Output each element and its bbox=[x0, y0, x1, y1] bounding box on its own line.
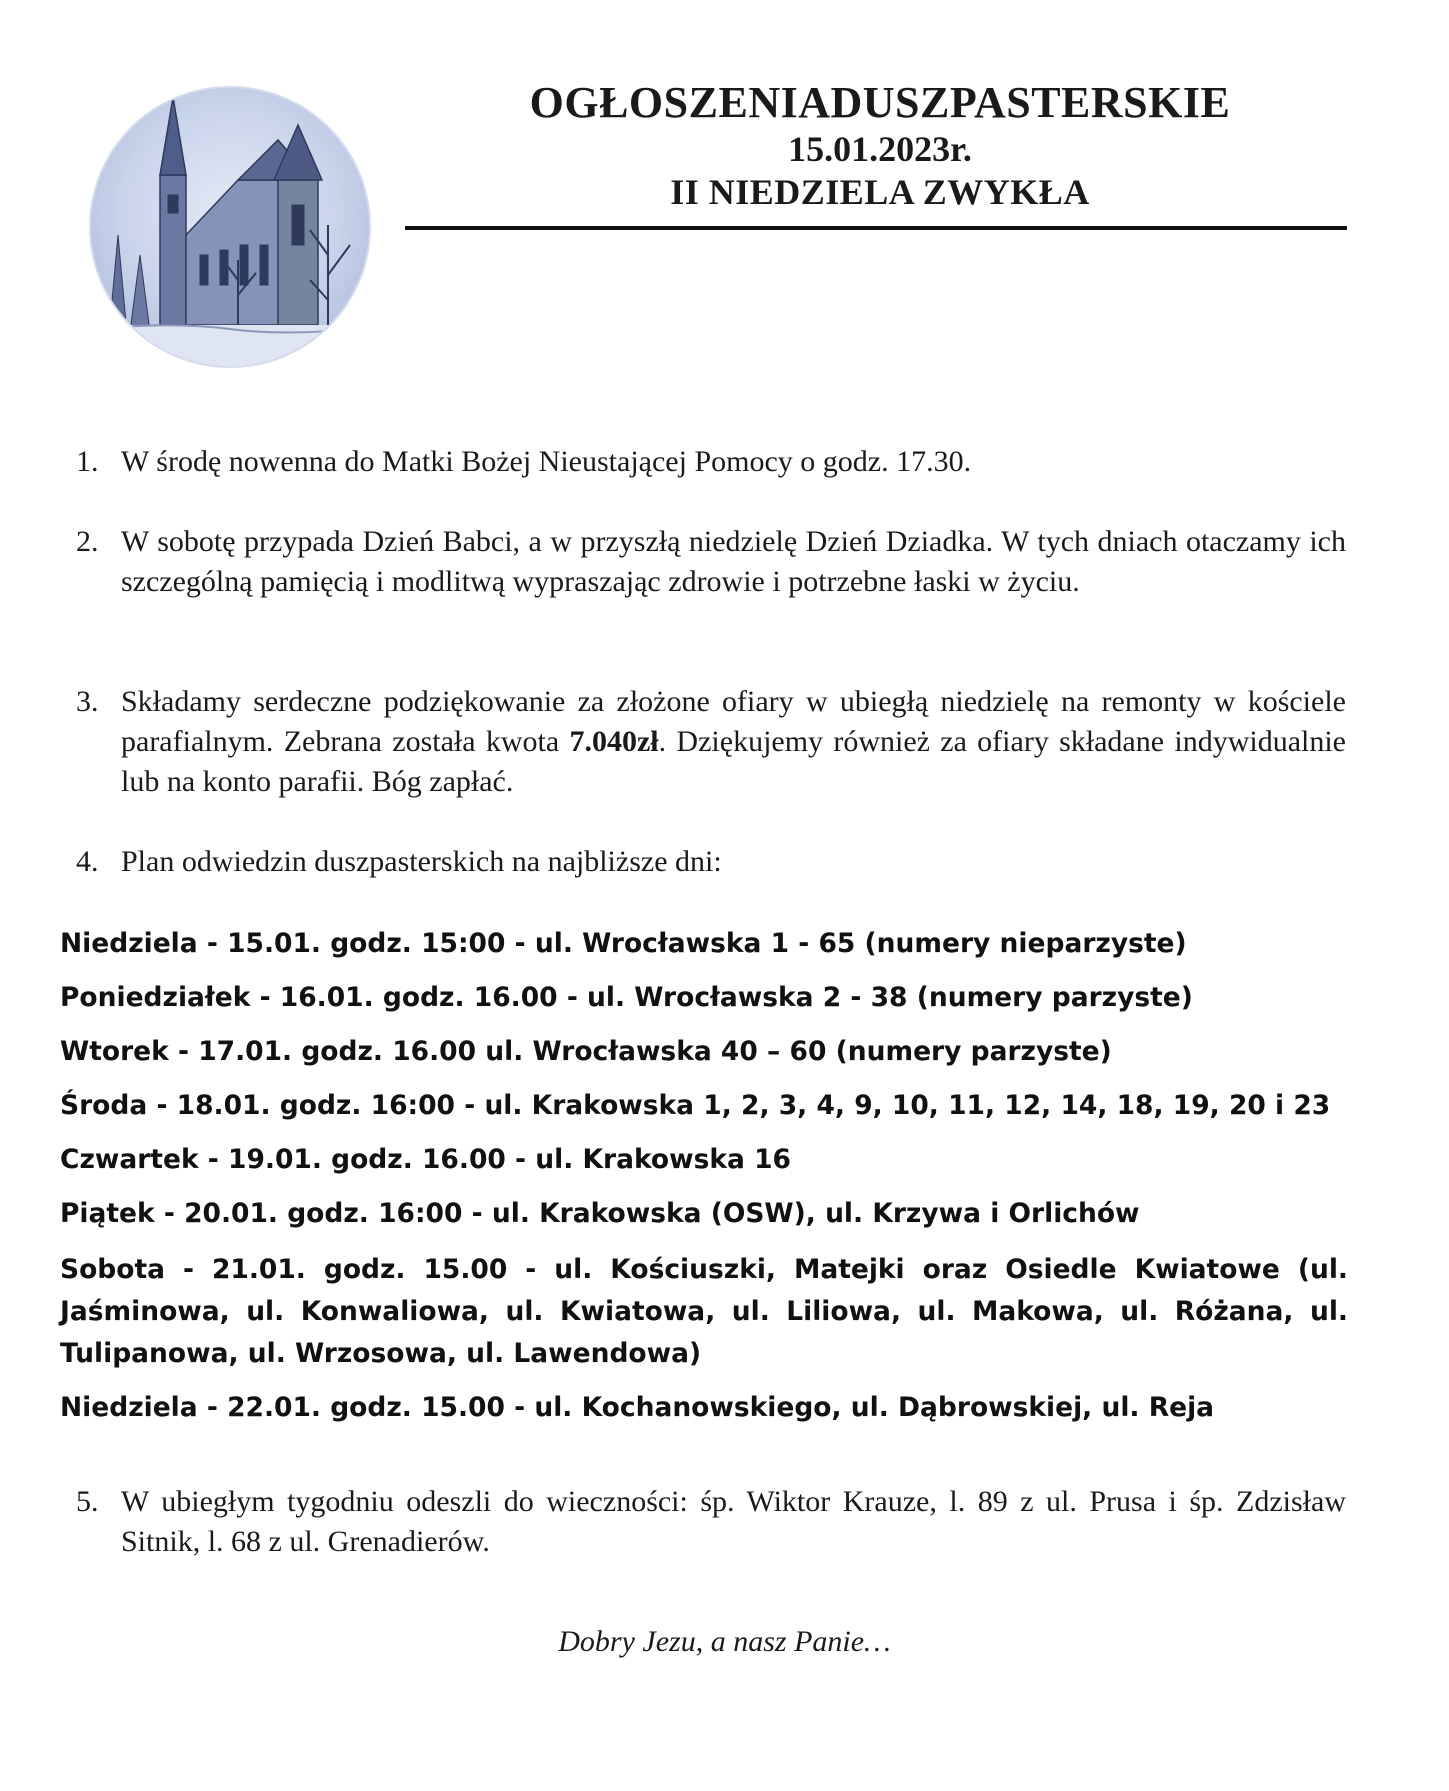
schedule-row: Niedziela - 22.01. godz. 15.00 - ul. Kochanowskiego, ul. Dąbrowskiej, ul. Reja bbox=[60, 1392, 1215, 1423]
offering-amount: 7.040zł bbox=[569, 725, 659, 758]
schedule-row: Piątek - 20.01. godz. 16:00 - ul. Krakowska (OSW), ul. Krzywa i Orlichów bbox=[60, 1198, 1140, 1229]
schedule-row: Niedziela - 15.01. godz. 15:00 - ul. Wrocławska 1 - 65 (numery nieparzyste) bbox=[60, 928, 1187, 959]
closing-line: Dobry Jezu, a nasz Panie… bbox=[558, 1625, 891, 1658]
item-number: 5. bbox=[76, 1485, 99, 1518]
announcement-item bbox=[64, 842, 1346, 882]
item-text: W ubiegłym tygodniu odeszli do wieczności: śp. Wiktor Krauze, l. 89 z ul. Prusa i śp. Zdzisław Sitnik, l. 68 z ul. Grenadierów. bbox=[121, 1485, 1346, 1558]
item-number: 3. bbox=[76, 685, 99, 718]
schedule-row: Wtorek - 17.01. godz. 16.00 ul. Wrocławska 40 – 60 (numery parzyste) bbox=[60, 1036, 1112, 1067]
document-title: OGŁOSZENIADUSZPASTERSKIE bbox=[529, 78, 1231, 127]
item-number: 1. bbox=[76, 445, 99, 478]
schedule-row: Środa - 18.01. godz. 16:00 - ul. Krakowska 1, 2, 3, 4, 9, 10, 11, 12, 14, 18, 19, 20 i 23 bbox=[60, 1090, 1331, 1121]
item-text: W sobotę przypada Dzień Babci, a w przyszłą niedzielę Dzień Dziadka. W tych dniach otaczamy ich szczególną pamięcią i modlitwą wypraszając zdrowie i potrzebne łaski w życiu. bbox=[121, 525, 1346, 598]
announcement-item bbox=[64, 442, 1346, 482]
announcement-item bbox=[64, 522, 1346, 602]
schedule-row: Poniedziałek - 16.01. godz. 16.00 - ul. Wrocławska 2 - 38 (numery parzyste) bbox=[60, 982, 1193, 1013]
document-date: 15.01.2023r. bbox=[788, 129, 972, 169]
schedule-row: Sobota - 21.01. godz. 15.00 - ul. Kościuszki, Matejki oraz Osiedle Kwiatowe (ul. Jaśminowa, ul. Konwaliowa, ul. Kwiatowa, ul. Liliowa, ul. Makowa, ul. Różana, ul. Tulipanowa, ul. Wrzosowa, ul. Lawendowa) bbox=[60, 1254, 1348, 1369]
announcement-item bbox=[64, 682, 1346, 802]
church-logo-image bbox=[88, 85, 372, 369]
item-text bbox=[121, 682, 1346, 802]
announcement-header bbox=[405, 78, 1355, 214]
item-text-part: Składamy serdeczne podziękowanie za złożone ofiary w ubiegłą niedzielę na remonty w kościele parafialnym. Zebrana została kwota bbox=[121, 685, 1346, 758]
item-text: Plan odwiedzin duszpasterskich na najbliższe dni: bbox=[121, 845, 722, 878]
schedule-row: Czwartek - 19.01. godz. 16.00 - ul. Krakowska 16 bbox=[60, 1144, 791, 1175]
header-divider bbox=[405, 226, 1347, 230]
item-number: 4. bbox=[76, 845, 99, 878]
item-text-part: . Dziękujemy również za ofiary składane indywidualnie lub na konto parafii. Bóg zapłać. bbox=[121, 725, 1346, 798]
announcement-item bbox=[64, 1482, 1346, 1562]
visit-schedule bbox=[60, 917, 1348, 1435]
item-number: 2. bbox=[76, 525, 99, 558]
item-text: W środę nowenna do Matki Bożej Nieustającej Pomocy o godz. 17.30. bbox=[121, 445, 972, 478]
liturgical-sunday: II NIEDZIELA ZWYKŁA bbox=[670, 172, 1090, 212]
